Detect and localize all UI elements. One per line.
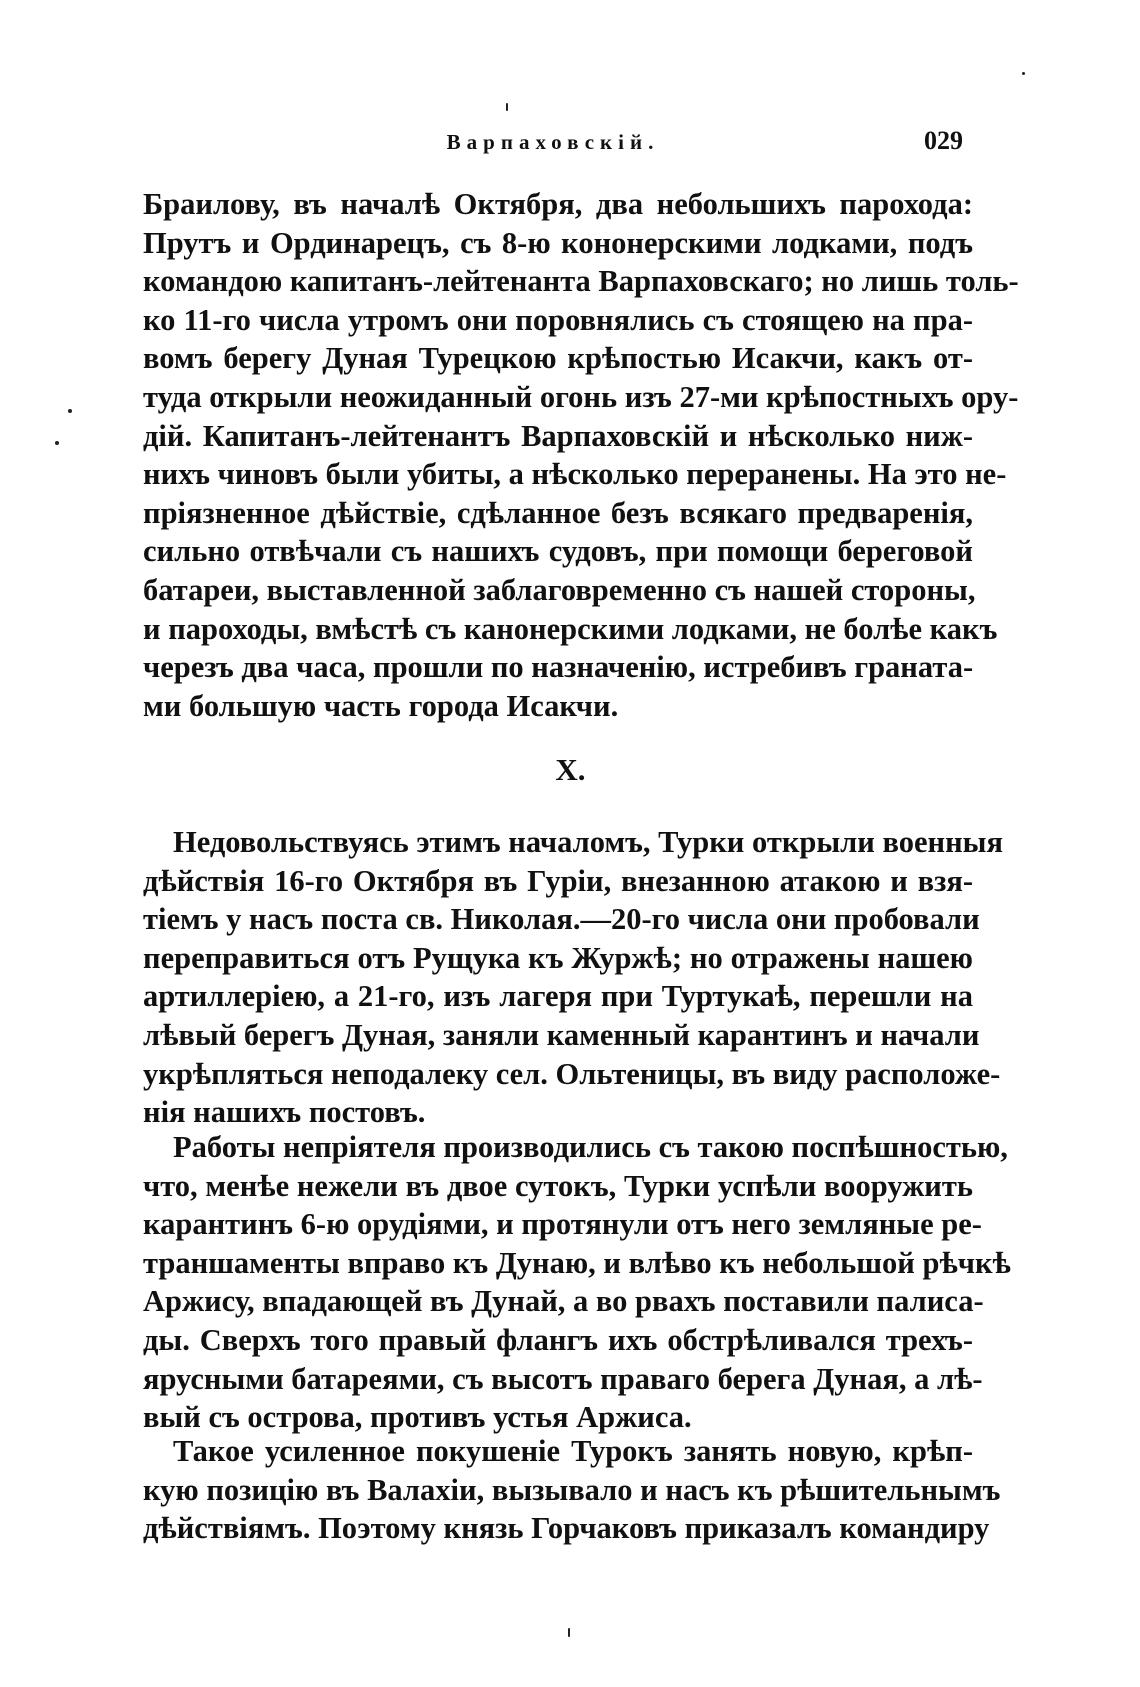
scan-speck [506,103,508,111]
text-line: ды. Сверхъ того правый флангъ ихъ обстрѣливался трехъ- [143,1322,973,1357]
paragraph [143,823,1003,1132]
text-line: карантинъ 6-ю орудіями, и протянули отъ него земляные ре- [143,1207,982,1242]
paragraph [143,1128,1011,1437]
text-line: лѣвый берегъ Дуная, заняли каменный карантинъ и начали [143,1017,980,1052]
text-line: Браилову, въ началѣ Октября, два небольшихъ парохода: [143,187,973,221]
text-line: тіемъ у насъ поста св. Николая.—20-го числа они пробовали [143,902,980,937]
text-line: дій. Капитанъ-лейтенантъ Варпаховскій и нѣсколько ниж- [143,418,973,453]
text-line: черезъ два часа, прошли по назначенію, истребивъ граната- [143,650,974,685]
page-number: 029 [924,126,963,155]
text-line: сильно отвѣчали съ нашихъ судовъ, при помощи береговой [143,534,973,569]
text-line: батареи, выставленной заблаговременно съ нашей стороны, [143,572,976,607]
scan-speck [68,409,72,413]
running-head: Варпаховскій. [446,130,660,154]
text-line: артиллеріею, а 21-го, изъ лагеря при Туртукаѣ, перешли на [143,979,973,1014]
text-line: Работы непріятеля производились съ такою поспѣшностью, [173,1130,1008,1164]
text-line: укрѣпляться неподалеку сел. Ольтеницы, въ виду расположе- [143,1056,1001,1091]
text-line: и пароходы, вмѣстѣ съ канонерскими лодками, не болѣе какъ [143,611,998,646]
text-line: нихъ чиновъ были убиты, а нѣсколько переранены. На это не- [143,457,1007,492]
text-line: вомъ берегу Дуная Турецкою крѣпостью Исакчи, какъ от- [143,341,973,376]
scan-speck [1022,72,1025,75]
scan-speck [568,1628,570,1637]
paragraph [143,185,1019,725]
text-line: Аржису, впадающей въ Дунай, а во рвахъ поставили палиса- [143,1284,984,1319]
text-line: дѣйствіямъ. Поэтому князь Горчаковъ приказалъ командиру [143,1511,990,1546]
text-line: траншаменты вправо къ Дунаю, и влѣво къ небольшой рѣчкѣ [143,1245,1011,1280]
text-line: ко 11-го числа утромъ они поровнялись съ стоящею на пра- [143,302,973,337]
text-line: вый съ острова, противъ устья Аржиса. [143,1400,692,1435]
text-line: Прутъ и Ординарецъ, съ 8-ю кононерскими лодками, подъ [143,225,973,260]
text-line: дѣйствія 16-го Октября въ Гуріи, внезанною атакою и взя- [143,863,973,898]
scan-speck [55,441,59,445]
text-line: нія нашихъ постовъ. [143,1095,426,1130]
text-line: что, менѣе нежели въ двое сутокъ, Турки успѣли вооружить [143,1168,973,1203]
text-line: туда открыли неожиданный огонь изъ 27-ми крѣпостныхъ ору- [143,379,1019,414]
text-line: Недовольствуясь этимъ началомъ, Турки открыли военныя [173,825,1003,859]
text-line: пріязненное дѣйствіе, сдѣланное безъ всякаго предваренія, [143,495,973,530]
page-header [143,122,963,162]
paragraph [143,1432,1001,1548]
text-line: кую позицію въ Валахіи, вызывало и насъ къ рѣшительнымъ [143,1472,1001,1507]
section-heading: X. [555,752,586,787]
text-line: ярусными батареями, съ высотъ праваго берега Дуная, а лѣ- [143,1361,983,1396]
text-line: ми большую часть города Исакчи. [143,688,619,723]
text-line: переправиться отъ Рущука къ Журжѣ; но отражены нашею [143,940,973,975]
text-line: командою капитанъ-лейтенанта Варпаховскаго; но лишь толь- [143,264,1019,299]
text-line: Такое усиленное покушеніе Турокъ занять новую, крѣп- [173,1434,973,1468]
